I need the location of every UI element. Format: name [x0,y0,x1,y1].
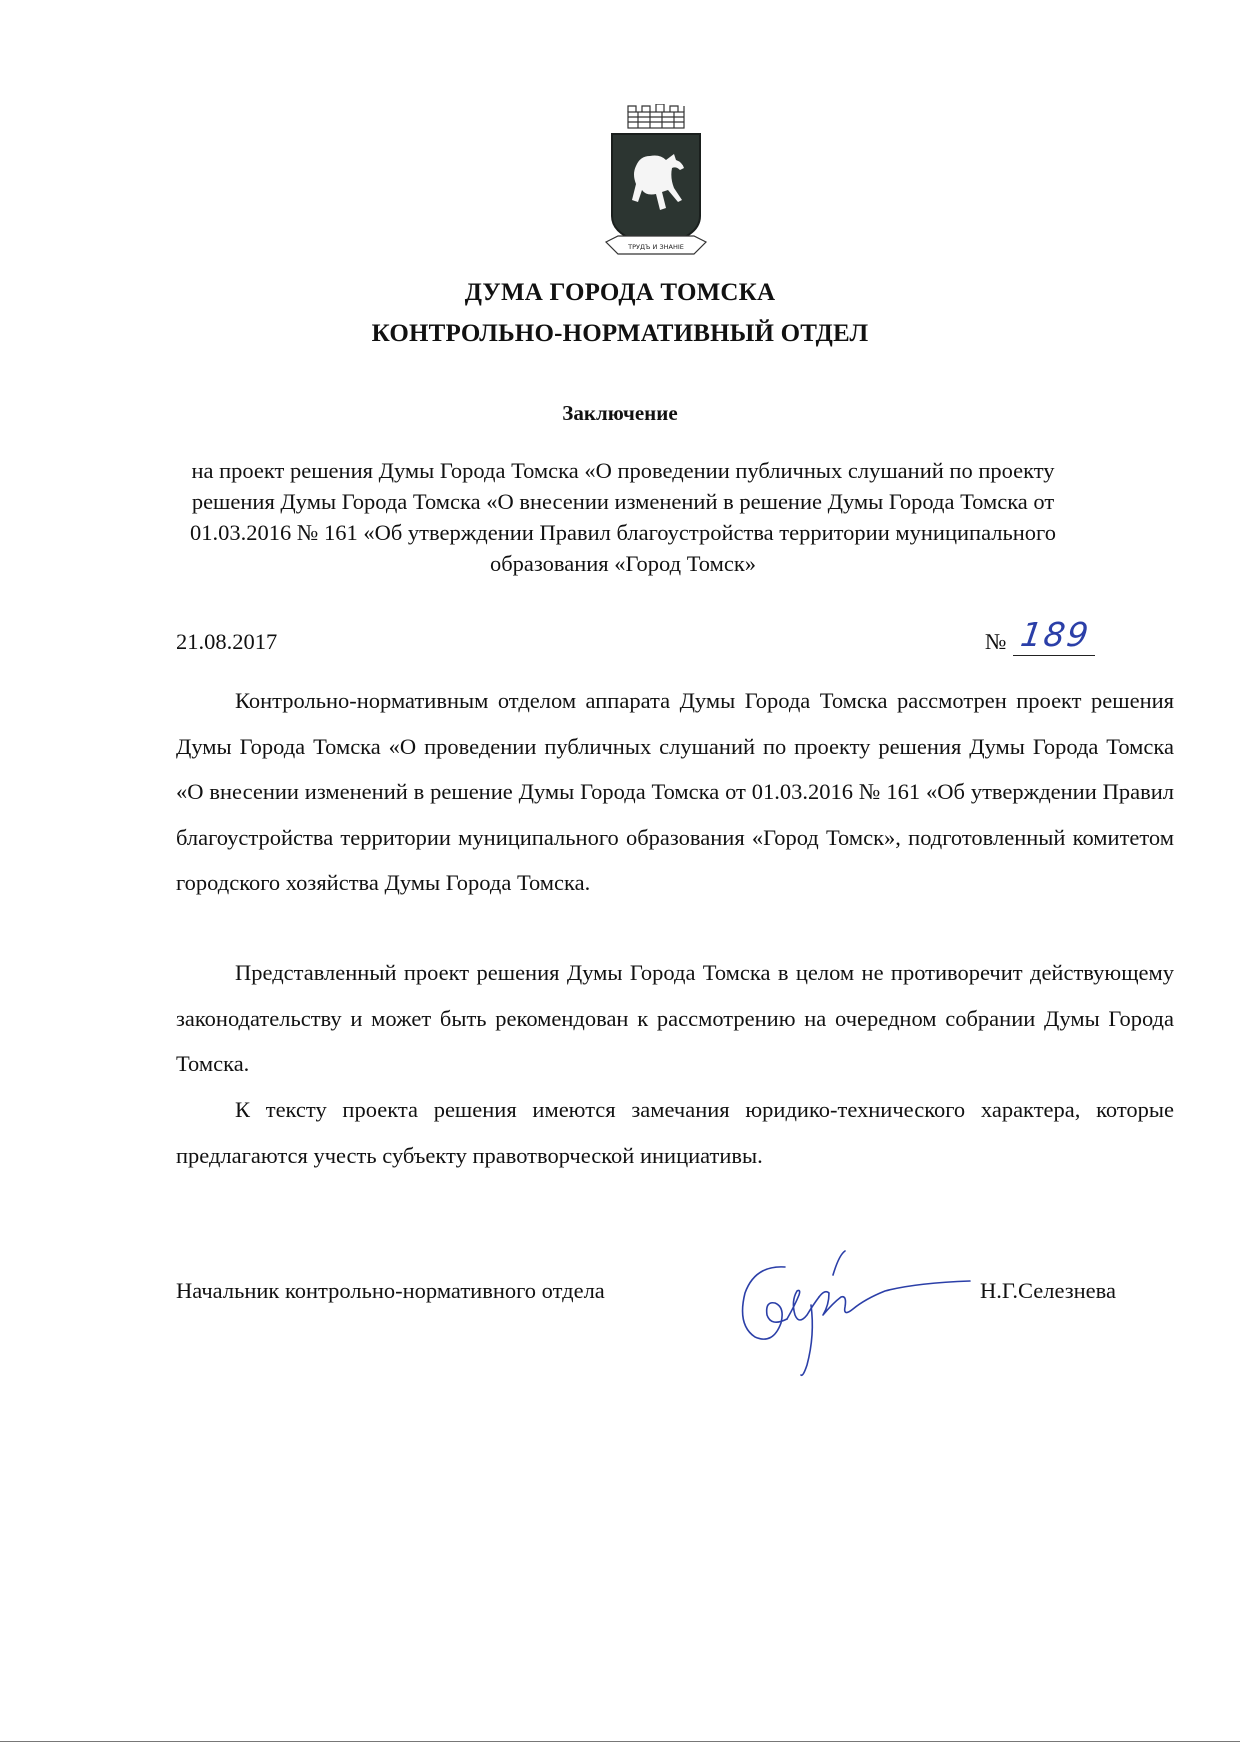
signer-name: Н.Г.Селезнева [980,1278,1116,1303]
department-name: КОНТРОЛЬНО-НОРМАТИВНЫЙ ОТДЕЛ [371,320,869,347]
city-coat-of-arms [596,104,716,264]
body-paragraph: Контрольно-нормативным отделом аппарата Думы Города Томска рассмотрен проект решения Думы Города Томска «О проведении публичных слушаний по проекту решения Думы Города Томска «О внесении изменений в решение Думы Города Томска от 01.03.2016 № 161 «Об утверждении Правил благоустройства территории муниципального образования «Город Томск», подготовленный комитетом городского хозяйства Думы Города Томска. [176,688,1174,895]
body-paragraph: К тексту проекта решения имеются замечания юридико-технического характера, которые предлагаются учесть субъекту правотворческой инициативы. [176,1097,1174,1168]
document-date: 21.08.2017 [176,629,278,654]
handwritten-number: 189 [1018,615,1093,654]
number-sign: № [985,629,1007,654]
handwritten-signature [715,1245,975,1380]
page-bottom-border [0,1741,1240,1742]
document-title: Заключение [562,401,678,425]
number-underline [1013,655,1095,656]
crown-icon [628,104,684,128]
document-number [985,617,1115,657]
ribbon-icon [606,236,706,254]
body-paragraph: Представленный проект решения Думы Города Томска в целом не противоречит действующему законодательству и может быть рекомендован к рассмотрению на очередном собрании Думы Города Томска. [176,960,1174,1076]
svg-text:ТРУДЪ И ЗНАНIЕ: ТРУДЪ И ЗНАНIЕ [628,243,684,251]
organization-name: ДУМА ГОРОДА ТОМСКА [464,279,776,306]
document-subject: на проект решения Думы Города Томска «О проведении публичных слушаний по проекту решения Думы Города Томска «О внесении изменений в решение Думы Города Томска от 01.03.2016 № 161 «Об утверждении Правил благоустройства территории муниципального образования «Город Томск» [190,458,1056,576]
signer-position: Начальник контрольно-нормативного отдела [176,1278,605,1303]
